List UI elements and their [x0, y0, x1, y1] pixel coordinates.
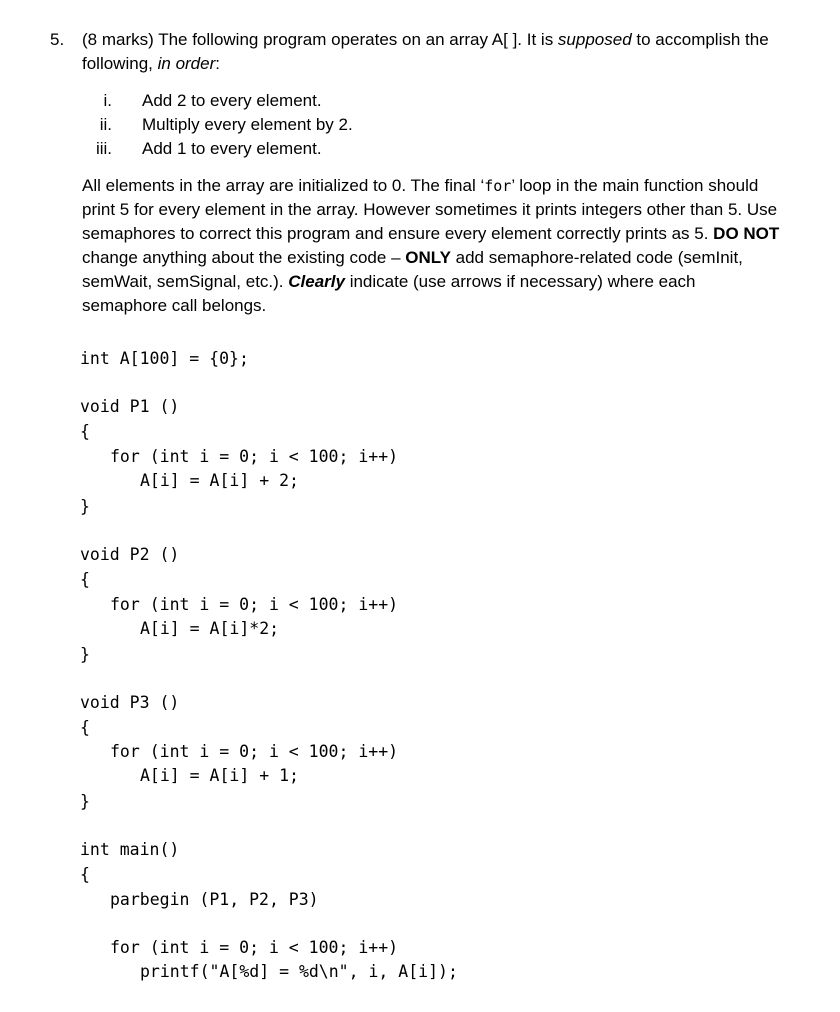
intro-text: : — [215, 54, 220, 73]
step-number: iii. — [95, 139, 112, 158]
code-line-p2-close: } — [80, 645, 90, 664]
code-line-p2-signature: void P2 () — [80, 545, 180, 564]
code-line-printf: printf("A[%d] = %d\n", i, A[i]); — [140, 962, 458, 981]
step-text: Add 2 to every element. — [142, 91, 322, 110]
emphasis-clearly: Clearly — [288, 272, 345, 291]
code-line-main-signature: int main() — [80, 840, 180, 859]
code-line-p1-open: { — [80, 422, 90, 441]
code-line-p2-body: A[i] = A[i]*2; — [140, 619, 280, 638]
code-line-p3-close: } — [80, 792, 90, 811]
paragraph-text: ’ loop in the main function should print 5 for every element in the array. However sometimes it prints integers other than 5. Use semaphores to correct this program and ensure every element correctly prints as 5. — [82, 176, 778, 243]
emphasis-only: ONLY — [405, 248, 451, 267]
paragraph-text: change anything about the existing code – — [82, 248, 406, 267]
emphasis-do-not: DO NOT — [713, 224, 780, 243]
code-line-p1-signature: void P1 () — [80, 397, 180, 416]
step-number: ii. — [99, 115, 112, 134]
code-line-p3-open: { — [80, 718, 90, 737]
emphasis-in-order: in order — [157, 54, 216, 73]
marks-label: (8 marks) — [82, 30, 154, 49]
paragraph-text: indicate (use arrows if necessary) where each semaphore call belongs. — [82, 272, 696, 315]
emphasis-supposed: supposed — [557, 30, 632, 49]
code-line-parbegin: parbegin (P1, P2, P3) — [110, 890, 319, 909]
code-line-p3-body: A[i] = A[i] + 1; — [140, 766, 299, 785]
question-number: 5. — [50, 30, 65, 49]
question-intro — [82, 28, 822, 76]
instructions-paragraph — [82, 174, 782, 318]
code-line-decl: int A[100] = {0}; — [80, 349, 249, 368]
step-text: Add 1 to every element. — [142, 139, 322, 158]
code-line-p3-signature: void P3 () — [80, 693, 180, 712]
code-line-p3-for: for (int i = 0; i < 100; i++) — [110, 742, 399, 761]
inline-code-for: for — [484, 177, 512, 195]
intro-text: to accomplish the following, — [82, 30, 769, 73]
code-line-p1-body: A[i] = A[i] + 2; — [140, 471, 299, 490]
paragraph-text: All elements in the array are initialized to 0. The final ‘ — [82, 176, 485, 195]
code-line-main-open: { — [80, 865, 90, 884]
intro-text: The following program operates on an array — [153, 30, 492, 49]
code-line-p2-for: for (int i = 0; i < 100; i++) — [110, 595, 399, 614]
code-line-p1-close: } — [80, 497, 90, 516]
step-text: Multiply every element by 2. — [142, 115, 353, 134]
code-line-p2-open: { — [80, 570, 90, 589]
intro-text: . It is — [517, 30, 558, 49]
code-line-p1-for: for (int i = 0; i < 100; i++) — [110, 447, 399, 466]
array-ref: A[ ] — [491, 30, 518, 49]
paragraph-text: add semaphore-related code (semInit, semWait, semSignal, etc.). — [82, 248, 743, 291]
step-number: i. — [103, 91, 112, 110]
code-line-main-for: for (int i = 0; i < 100; i++) — [110, 938, 399, 957]
